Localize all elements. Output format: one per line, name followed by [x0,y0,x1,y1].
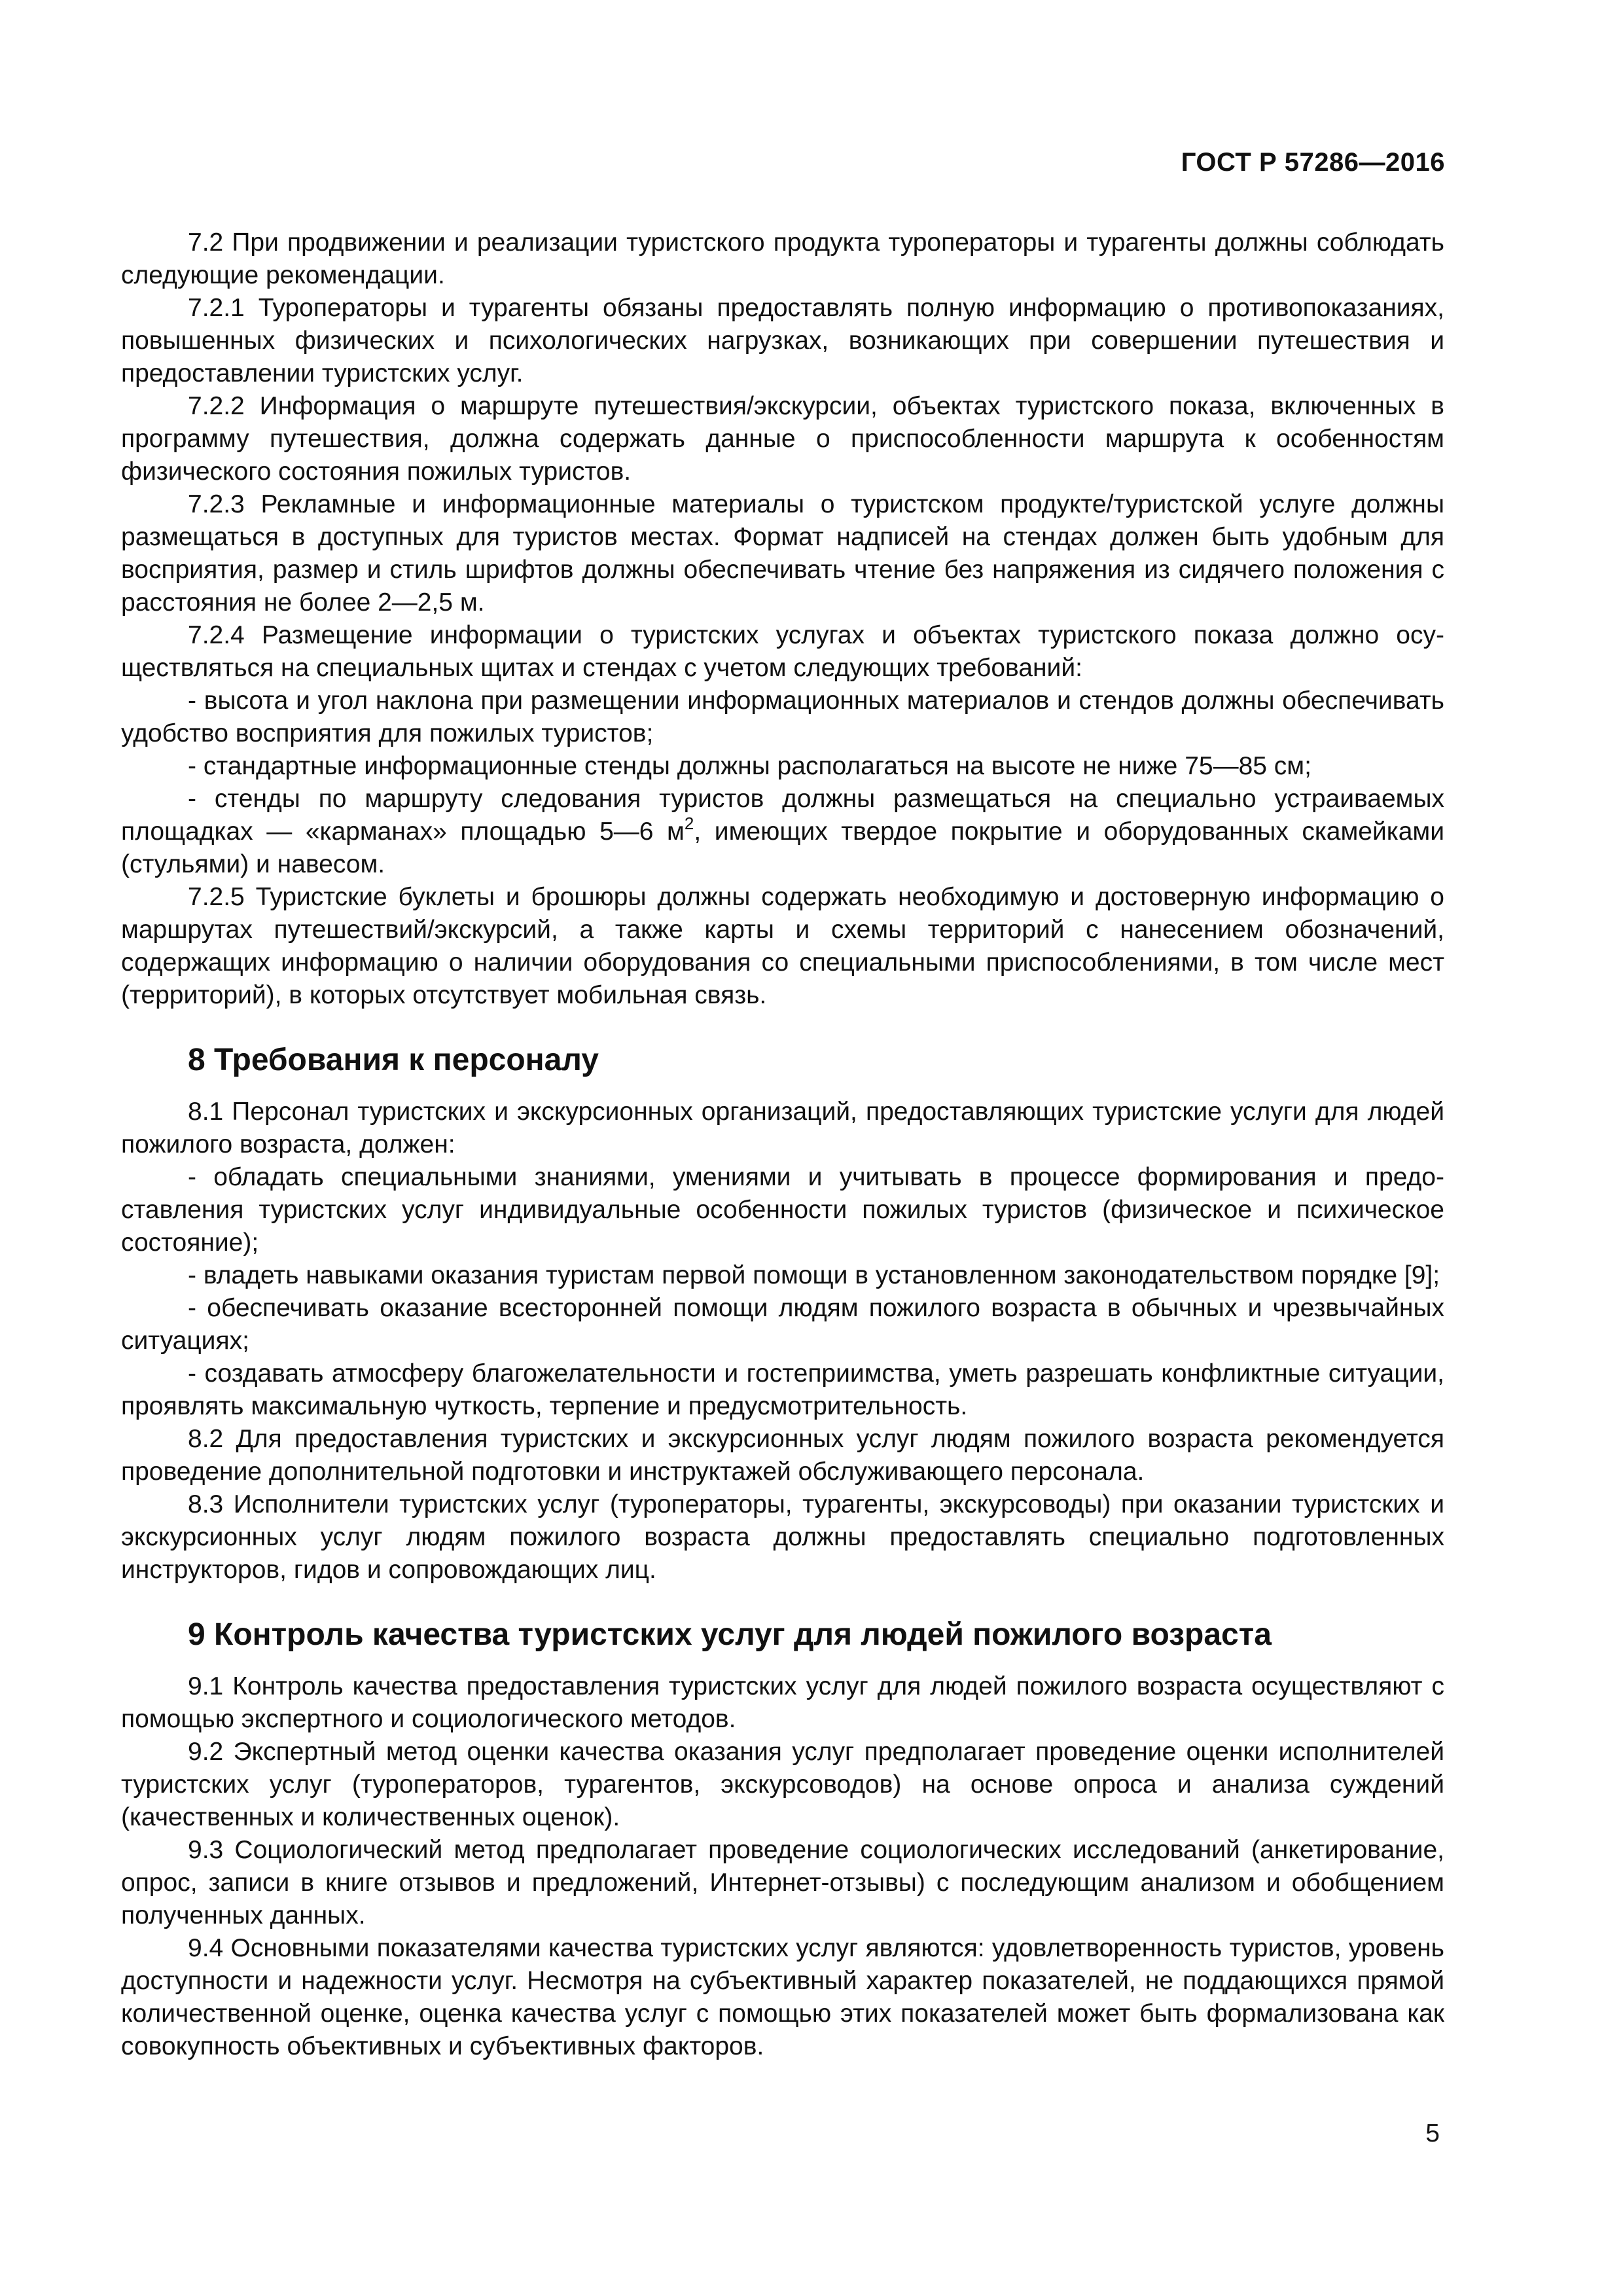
section-heading-8: 8 Требования к персоналу [188,1043,599,1077]
paragraph-7-2-5: 7.2.5 Туристские буклеты и брошюры должны содержать необходимую и достоверную информацию о маршрутах путешествий/экскурсий, а также карты и схемы территорий с нанесением обозначений, содержащих информацию о наличии оборудования со специальными приспособлениями, в том числе мест (территорий), в которых отсутствует мобильная связь. [121,883,1444,1009]
list-item-7-2-4-a: - высота и угол наклона при размещении информационных материалов и стендов должны обеспечивать удобство восприятия для пожилых туристов; [121,687,1444,747]
paragraph-7-2-4: 7.2.4 Размещение информации о туристских услугах и объектах туристского показа должно осуществляться на специальных щитах и стендах с учетом следующих требований: [121,621,1444,682]
page-number: 5 [1425,2119,1440,2147]
paragraph-8-1: 8.1 Персонал туристских и экскурсионных организаций, предоставляющих туристские услуги для людей пожилого возраста, должен: [121,1098,1444,1158]
list-item-text: , имеющих твердое покрытие и оборудованных скамейками (стульями) и навесом. [121,817,1444,878]
paragraph-9-2: 9.2 Экспертный метод оценки качества оказания услуг предполагает проведение оценки исполнителей туристских услуг (туроператоров, турагентов, экскурсоводов) на основе опроса и анализа суждений (качественных и количественных оценок). [121,1738,1444,1831]
paragraph-7-2-2: 7.2.2 Информация о маршруте путешествия/экскурсии, объектах туристского показа, включенных в программу путешествия, должна содержать данные о приспособленности маршрута к особенностям физического состояния пожилых туристов. [121,392,1444,486]
document-code-header: ГОСТ Р 57286—2016 [1181,148,1445,177]
list-item-8-1-b: - владеть навыками оказания туристам первой помощи в установленном законодательством порядке [9]; [188,1261,1440,1289]
paragraph-9-4: 9.4 Основными показателями качества туристских услуг являются: удовлетворенность туристов, уровень доступности и надежности услуг. Несмотря на субъективный характер показателей, не поддающихся прямой количественной оценке, оценка качества услуг с помощью этих показателей может быть формализована как совокупность объективных и субъективных факторов. [121,1934,1444,2060]
list-item-8-1-c: - обеспечивать оказание всесторонней помощи людям пожилого возраста в обычных и чрезвычайных ситуациях; [121,1294,1444,1355]
list-item-7-2-4-c [121,783,1444,881]
list-item-text: - стенды по маршруту следования туристов должны размещаться на специально устраиваемых площадках — «карманах» площадью 5—6 м [121,785,1444,846]
list-item-8-1-d: - создавать атмосферу благожелательности и гостеприимства, уметь разрешать конфликтные ситуации, проявлять максимальную чуткость, терпение и предусмотрительность. [121,1359,1444,1420]
paragraph-8-3: 8.3 Исполнители туристских услуг (туроператоры, турагенты, экскурсоводы) при оказании туристских и экскурсионных услуг людям пожилого возраста должны предоставлять специально подготовленных инструкторов, гидов и сопровождающих лиц. [121,1490,1444,1584]
paragraph-9-3: 9.3 Социологический метод предполагает проведение социологических исследований (анкетирование, опрос, записи в книге отзывов и предложений, Интернет-отзывы) с последующим анализом и обобщением полученных данных. [121,1836,1444,1929]
superscript: 2 [684,814,694,833]
document-body [121,226,1444,2063]
paragraph-9-1: 9.1 Контроль качества предоставления туристских услуг для людей пожилого возраста осуществляют с помощью экспертного и социологического методов. [121,1672,1444,1733]
paragraph-7-2-1: 7.2.1 Туроператоры и турагенты обязаны предоставлять полную информацию о противопоказаниях, повышенных физических и психологических нагрузках, возникающих при совершении путешествия и предоставлении туристских услуг. [121,294,1444,387]
paragraph-7-2-3: 7.2.3 Рекламные и информационные материалы о туристском продукте/туристской услуге должны размещаться в доступных для туристов местах. Формат надписей на стендах должен быть удобным для восприятия, размер и стиль шрифтов должны обеспечивать чтение без напряжения из сидячего положения с расстояния не более 2—2,5 м. [121,490,1444,617]
list-item-8-1-a: - обладать специальными знаниями, умениями и учитывать в процессе формирования и предоставления туристских услуг индивидуальные особенности пожилых туристов (физическое и психическое состояние); [121,1163,1444,1257]
section-heading-9: 9 Контроль качества туристских услуг для людей пожилого возраста [188,1617,1272,1652]
list-item-7-2-4-b: - стандартные информационные стенды должны располагаться на высоте не ниже 75—85 см; [188,752,1311,780]
paragraph-7-2: 7.2 При продвижении и реализации туристского продукта туроператоры и турагенты должны соблюдать следующие рекомендации. [121,228,1444,289]
paragraph-8-2: 8.2 Для предоставления туристских и экскурсионных услуг людям пожилого возраста рекомендуется проведение дополнительной подготовки и инструктажей обслуживающего персонала. [121,1425,1444,1486]
